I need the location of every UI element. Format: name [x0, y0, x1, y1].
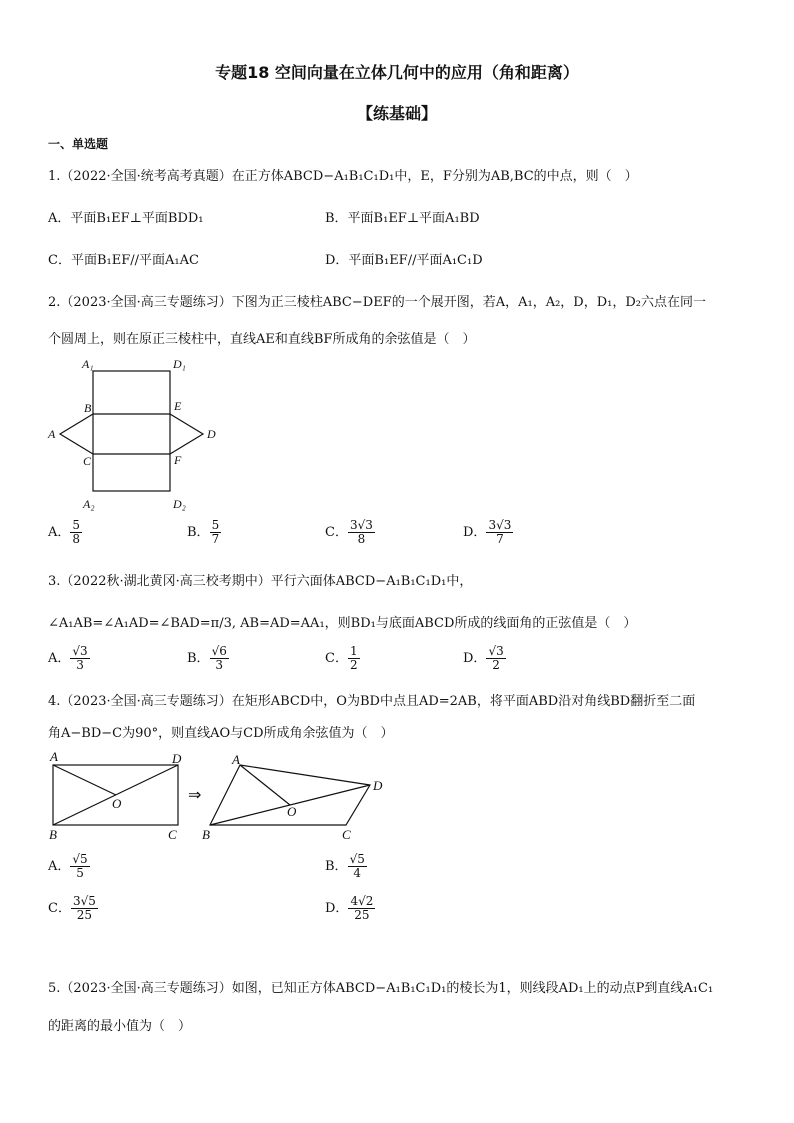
q2-label-e: E [174, 399, 182, 413]
q5-stem-line2: 的距离的最小值为（ ） [48, 1019, 192, 1034]
q4-option-b: B． $\frac{√5}{4}$ [325, 852, 365, 881]
q4-left-label-c: C [168, 827, 177, 842]
q4-right-label-d: D [373, 778, 383, 793]
q4-fold-arrow-icon: ⇒ [188, 787, 202, 804]
q2-option-c: C． $\frac{3√3}{8}$ [325, 518, 373, 547]
q2-prism-net-figure [40, 356, 230, 514]
page-subtitle: 【练基础】 [356, 104, 437, 123]
q4-rectangle-fold-figure [40, 748, 400, 844]
q2-label-f: F [174, 453, 182, 467]
q2-net-rect [93, 371, 170, 491]
q2-net-right-triangle [170, 414, 203, 454]
q4-option-a: A． $\frac{√5}{5}$ [48, 852, 88, 881]
q5-stem-line1: 5.（2023·全国·高三专题练习）如图，已知正方体ABCD−A₁B₁C₁D₁的棱长为1，则线段AD₁上的动点P到直线A₁C₁ [48, 981, 714, 996]
q2-label-d1: D₁ [173, 357, 186, 371]
q3-stem-line2: ∠A₁AB=∠A₁AD=∠BAD=π/3, AB=AD=AA₁，则BD₁与底面ABCD所成的线面角的正弦值是（ ） [48, 616, 637, 631]
q3-stem-line1: 3.（2022秋·湖北黄冈·高三校考期中）平行六面体ABCD−A₁B₁C₁D₁中， [48, 574, 473, 589]
q4-stem-line1: 4.（2023·全国·高三专题练习）在矩形ABCD中，O为BD中点且AD=2AB，将平面ABD沿对角线BD翻折至二面 [48, 694, 696, 709]
q4-right-label-c: C [342, 827, 351, 842]
q3-option-c: C． $\frac{1}{2}$ [325, 644, 358, 673]
q2-stem-line1: 2.（2023·全国·高三专题练习）下图为正三棱柱ABC−DEF的一个展开图，若A，A₁，A₂，D，D₁，D₂六点在同一 [48, 295, 706, 310]
q2-option-b: B． $\frac{5}{7}$ [187, 518, 220, 547]
q4-option-c: C． $\frac{3√5}{25}$ [48, 894, 96, 923]
q4-rect-segment-ao [53, 765, 116, 795]
q4-right-label-a: A [232, 752, 240, 767]
q4-left-label-b: B [49, 827, 57, 842]
q2-label-a1: A₁ [82, 357, 94, 371]
q4-option-d: D． $\frac{4√2}{25}$ [325, 894, 374, 923]
q2-label-b: B [84, 401, 92, 415]
q4-right-label-o: O [287, 804, 297, 819]
q4-right-label-b: B [202, 827, 210, 842]
section-heading: 一、单选题 [48, 137, 109, 151]
q2-net-left-triangle [60, 414, 93, 454]
q3-option-a: A． $\frac{√3}{3}$ [48, 644, 88, 673]
q2-option-a: A． $\frac{5}{8}$ [48, 518, 81, 547]
q4-left-label-d: D [172, 751, 182, 766]
q2-label-a2: A₂ [83, 497, 95, 511]
q4-stem-line2: 角A−BD−C为90°，则直线AO与CD所成角余弦值为（ ） [48, 726, 394, 741]
q2-label-d: D [207, 427, 216, 441]
q2-label-d2: D₂ [173, 497, 186, 511]
q1-option-a: A．平面B₁EF⊥平面BDD₁ [48, 211, 204, 226]
q2-label-c: C [83, 454, 92, 468]
q3-option-b: B． $\frac{√6}{3}$ [187, 644, 227, 673]
q1-option-b: B．平面B₁EF⊥平面A₁BD [325, 211, 480, 226]
q1-option-d: D．平面B₁EF//平面A₁C₁D [325, 253, 483, 268]
q1-stem: 1.（2022·全国·统考高考真题）在正方体ABCD−A₁B₁C₁D₁中，E，F分别为AB,BC的中点，则（ ） [48, 169, 638, 184]
q4-left-label-a: A [50, 749, 58, 764]
q2-stem-line2: 个圆周上，则在原正三棱柱中，直线AE和直线BF所成角的余弦值是（ ） [48, 332, 476, 347]
q4-left-label-o: O [112, 796, 122, 811]
q3-option-d: D． $\frac{√3}{2}$ [463, 644, 504, 673]
q2-option-d: D． $\frac{3√3}{7}$ [463, 518, 512, 547]
page-title: 专题18 空间向量在立体几何中的应用（角和距离） [215, 63, 579, 82]
q1-option-c: C．平面B₁EF//平面A₁AC [48, 253, 199, 268]
q2-label-a: A [48, 427, 56, 441]
